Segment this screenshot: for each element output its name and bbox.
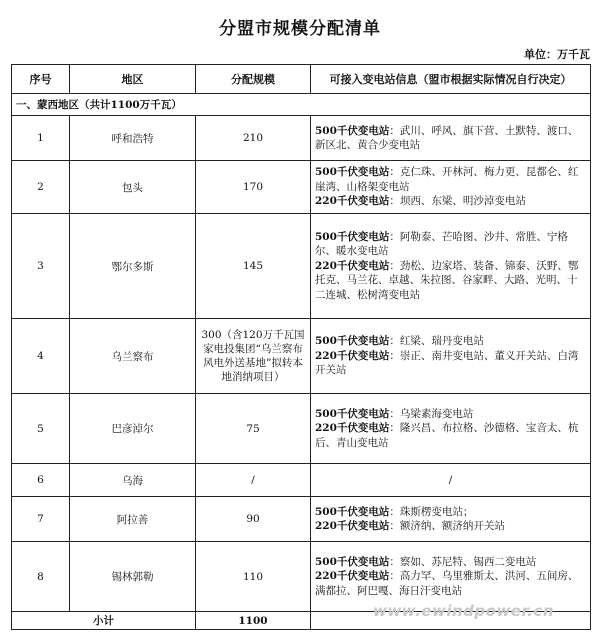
substation-level-label: 500千伏变电站 [315,555,390,568]
table-row [12,542,591,612]
substation-line [315,519,586,534]
row-region: 阿拉善 [70,497,196,542]
row-no: 7 [12,497,70,542]
row-substation-info: / [311,464,591,497]
unit-label: 单位：万千瓦 [524,48,590,61]
table-row [12,319,591,394]
header-scale: 分配规模 [196,65,311,94]
row-scale: 90 [196,497,311,542]
header-info: 可接入变电站信息（盟市根据实际情况自行决定） [311,65,591,94]
substation-level-label: 500千伏变电站 [315,505,390,518]
row-no: 6 [12,464,70,497]
substation-level-label: 220千伏变电站 [315,195,390,208]
header-region: 地区 [70,65,196,94]
row-region: 呼和浩特 [70,116,196,161]
substation-level-label: 500千伏变电站 [315,230,390,243]
substation-list: ：乌梁素海变电站 [389,407,474,420]
substation-line [315,124,586,153]
row-scale: 300（含120万千瓦国家电投集团“乌兰察布风电外送基地”拟转本地消纳项目） [196,319,311,394]
substation-line [315,334,586,349]
substation-line [315,259,586,303]
substation-list: ：高力罕、乌里雅斯太、洪河、五间房、满都拉、阿巴嘎、海日汗变电站 [315,570,579,597]
substation-list: ：武川、呼风、旗下营、土默特、渡口、新区北、黄合少变电站 [315,124,579,151]
section-label: 一、蒙西地区（共计1100万千瓦） [12,94,591,116]
row-substation-info [311,497,591,542]
substation-line [315,349,586,378]
row-scale: 210 [196,116,311,161]
row-scale: 170 [196,161,311,214]
substation-list: ：察如、苏尼特、锡西二变电站 [389,555,537,568]
row-no: 5 [12,394,70,464]
row-scale: 110 [196,542,311,612]
row-region: 乌海 [70,464,196,497]
row-substation-info [311,319,591,394]
subtotal-value: 1100 [196,612,311,630]
substation-line [315,505,586,520]
substation-list: ：克仁珠、开林河、梅力更、昆都仑、红崖湾、山格架变电站 [315,166,579,193]
row-scale: 75 [196,394,311,464]
substation-line [315,555,586,570]
table-row [12,214,591,319]
header-no: 序号 [12,65,70,94]
substation-list: ：隆兴昌、布拉格、沙德格、宝音太、杭后、青山变电站 [315,422,579,449]
row-no: 2 [12,161,70,214]
table-row [12,497,591,542]
allocation-table [11,64,591,630]
substation-level-label: 220千伏变电站 [315,570,390,583]
row-region: 包头 [70,161,196,214]
row-substation-info [311,161,591,214]
table-row [12,394,591,464]
substation-list: ：阿勒泰、芒哈图、沙井、常胜、宁格尔、暖水变电站 [315,230,568,258]
substation-line [315,407,586,422]
substation-level-label: 500千伏变电站 [315,407,390,420]
row-region: 锡林郭勒 [70,542,196,612]
substation-level-label: 500千伏变电站 [315,124,390,137]
watermark: www.ewindpower.cn [373,602,554,620]
substation-line [315,194,586,209]
substation-list: ：红梁、瑞丹变电站 [389,335,484,348]
substation-level-label: 220千伏变电站 [315,520,390,532]
substation-list: ：崇正、南井变电站、董义开关站、白湾开关站 [315,349,579,377]
table-header-row [12,65,591,94]
row-region: 鄂尔多斯 [70,214,196,319]
substation-level-label: 500千伏变电站 [315,335,390,348]
row-no: 1 [12,116,70,161]
row-region: 乌兰察布 [70,319,196,394]
substation-level-label: 500千伏变电站 [315,166,390,179]
subtotal-label: 小计 [12,612,196,630]
table-row [12,161,591,214]
row-substation-info [311,116,591,161]
table-row [12,464,591,497]
substation-line [315,569,586,598]
substation-line [315,421,586,450]
row-no: 3 [12,214,70,319]
row-substation-info [311,214,591,319]
row-substation-info [311,542,591,612]
substation-level-label: 220千伏变电站 [315,422,390,435]
row-scale: / [196,464,311,497]
page-title: 分盟市规模分配清单 [219,19,381,39]
section-row [12,94,591,116]
row-substation-info [311,394,591,464]
row-no: 8 [12,542,70,612]
substation-list: ：额济纳、额济纳开关站 [389,520,505,532]
substation-list: ：珠斯楞变电站； [389,505,474,518]
substation-line [315,230,586,259]
row-no: 4 [12,319,70,394]
substation-level-label: 220千伏变电站 [315,259,390,272]
row-region: 巴彦淖尔 [70,394,196,464]
substation-list: ：坝西、东梁、明沙淖变电站 [389,195,526,208]
substation-line [315,165,586,194]
substation-level-label: 220千伏变电站 [315,349,390,362]
row-scale: 145 [196,214,311,319]
table-row [12,116,591,161]
substation-list: ：劲松、边家塔、装备、锦泰、沃野、鄂托克、马兰花、卓越、朱拉图、谷家畔、大路、光明、十二连城、松树湾变电站 [315,259,579,301]
